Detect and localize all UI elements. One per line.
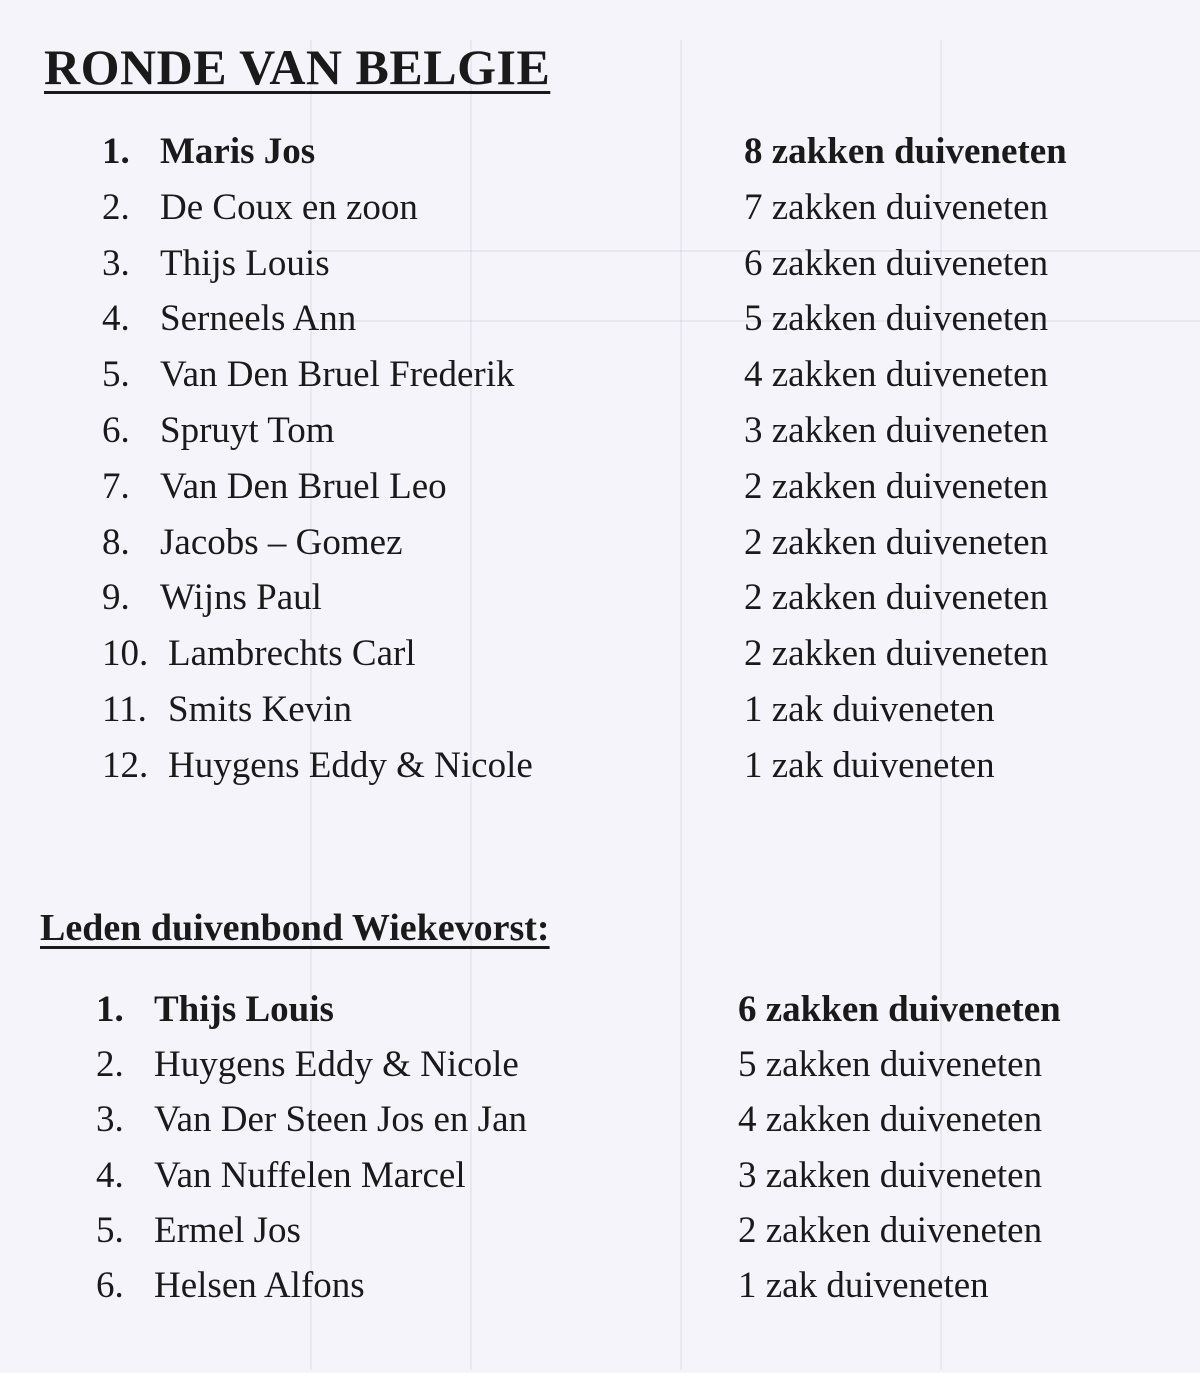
list-item [102,521,1192,577]
participant-name: Huygens Eddy & Nicole [154,1044,519,1086]
prize-amount: 7 zakken duiveneten [744,186,1049,228]
list-item [102,465,1192,521]
rank-number: 3. [96,1099,124,1141]
prize-amount: 6 zakken duiveneten [744,242,1049,284]
participant-name: Ermel Jos [154,1209,301,1251]
rank-number: 9. [102,577,130,619]
prize-amount: 6 zakken duiveneten [738,989,1061,1030]
rank-number: 6. [102,410,130,451]
participant-name: Lambrechts Carl [168,633,416,675]
rank-number: 7. [102,465,130,507]
participant-name: Serneels Ann [160,298,357,340]
prize-amount: 2 zakken duiveneten [744,633,1049,675]
prize-amount: 2 zakken duiveneten [744,465,1049,507]
participant-name: Smits Kevin [168,689,352,730]
list-item [102,186,1192,242]
list-item [102,242,1192,298]
prize-amount: 4 zakken duiveneten [744,354,1049,396]
rank-number: 8. [102,521,130,563]
list-item [96,1209,1186,1265]
rank-number: 5. [102,354,130,396]
list-item [96,1154,1186,1210]
prize-amount: 1 zak duiveneten [738,1265,989,1306]
participant-name: Jacobs – Gomez [160,521,403,563]
list-item [96,1043,1186,1099]
prize-amount: 3 zakken duiveneten [744,410,1049,451]
prize-amount: 2 zakken duiveneten [738,1209,1043,1251]
participant-name: Van Nuffelen Marcel [154,1154,466,1196]
participant-name: Thijs Louis [154,989,334,1030]
list-item [102,688,1192,744]
rank-number: 2. [102,186,130,228]
participant-name: De Coux en zoon [160,186,418,228]
rank-number: 10. [102,633,149,675]
list-item [96,1264,1186,1320]
list-item [102,130,1192,186]
ronde-van-belgie-list [102,130,1192,810]
participant-name: Maris Jos [160,131,316,172]
prize-amount: 8 zakken duiveneten [744,131,1067,172]
prize-amount: 5 zakken duiveneten [744,298,1049,340]
participant-name: Van Der Steen Jos en Jan [154,1099,527,1141]
participant-name: Van Den Bruel Leo [160,465,447,507]
rank-number: 1. [102,131,130,172]
rank-number: 2. [96,1044,124,1086]
list-item [96,1098,1186,1154]
list-item [102,409,1192,465]
rank-number: 3. [102,242,130,284]
participant-name: Thijs Louis [160,242,330,284]
prize-amount: 5 zakken duiveneten [738,1044,1043,1086]
rank-number: 4. [96,1154,124,1196]
prize-amount: 3 zakken duiveneten [738,1154,1043,1196]
participant-name: Van Den Bruel Frederik [160,354,515,396]
list-item [96,988,1186,1044]
participant-name: Helsen Alfons [154,1265,365,1306]
page-title: RONDE VAN BELGIE [44,39,551,95]
list-item [102,297,1192,353]
prize-amount: 2 zakken duiveneten [744,521,1049,563]
participant-name: Huygens Eddy & Nicole [168,744,533,786]
rank-number: 5. [96,1209,124,1251]
prize-amount: 4 zakken duiveneten [738,1099,1043,1141]
rank-number: 12. [102,744,149,786]
wiekevorst-list [96,988,1186,1328]
list-item [102,576,1192,632]
list-item [102,353,1192,409]
prize-amount: 1 zak duiveneten [744,689,995,730]
list-item [102,744,1192,800]
prize-amount: 2 zakken duiveneten [744,577,1049,619]
rank-number: 1. [96,989,124,1030]
rank-number: 11. [102,689,147,730]
list-item [102,632,1192,688]
section-heading: Leden duivenbond Wiekevorst: [40,907,550,949]
rank-number: 6. [96,1265,124,1306]
prize-amount: 1 zak duiveneten [744,744,995,786]
participant-name: Spruyt Tom [160,410,335,451]
participant-name: Wijns Paul [160,577,322,619]
rank-number: 4. [102,298,130,340]
